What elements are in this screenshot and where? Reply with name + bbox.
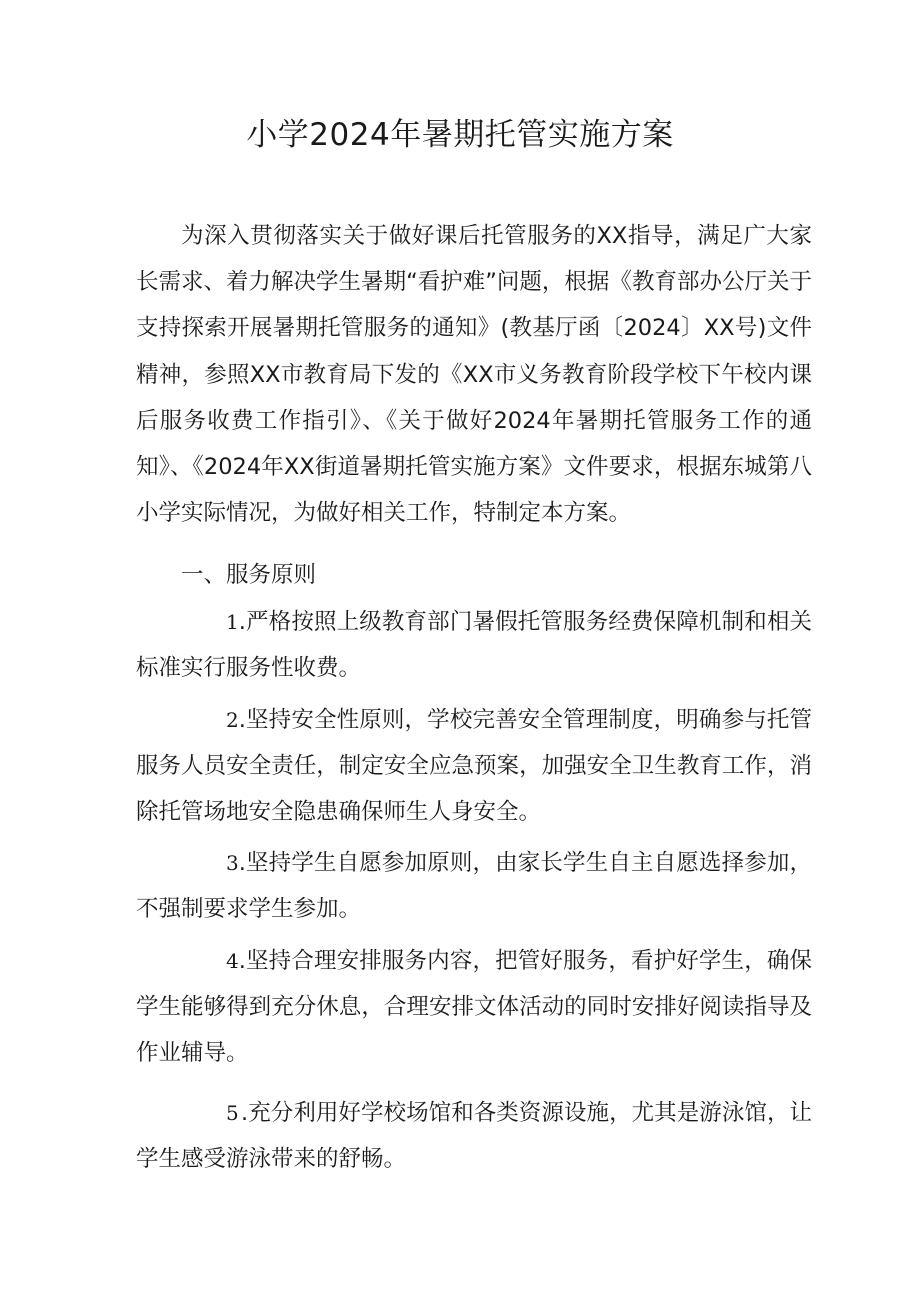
item-number: 5 bbox=[226, 1101, 239, 1125]
intro-paragraph: 为深入贯彻落实关于做好课后托管服务的XX指导，满足广大家长需求、着力解决学生暑期“看护难”问题，根据《教育部办公厅关于支持探索开展暑期托管服务的通知》(教基厅函〔2024〕XX号)文件精神，参照XX市教育局下发的《XX市义务教育阶段学校下午校内课后服务收费工作指引》、《关于做好2024年暑期托管服务工作的通知》、《2024年XX街道暑期托管实施方案》文件要求，根据东城第八小学实际情况，为做好相关工作，特制定本方案。 bbox=[136, 223, 812, 527]
principle-item-5 bbox=[136, 1090, 812, 1182]
item-number: 3 bbox=[226, 851, 239, 875]
principle-item-1 bbox=[136, 599, 812, 691]
item-number: 4 bbox=[226, 949, 239, 973]
item-number: 1 bbox=[226, 610, 239, 634]
item-text: .坚持合理安排服务内容，把管好服务，看护好学生，确保学生能够得到充分休息，合理安排文体活动的同时安排好阅读指导及作业辅导。 bbox=[136, 948, 812, 1067]
item-number: 2 bbox=[226, 708, 239, 732]
principle-item-3 bbox=[136, 840, 812, 932]
item-text: .充分利用好学校场馆和各类资源设施，尤其是游泳馆，让学生感受游泳带来的舒畅。 bbox=[136, 1100, 812, 1173]
section-heading: 一、服务原则 bbox=[181, 562, 317, 588]
principle-item-4 bbox=[136, 938, 812, 1077]
item-text: .坚持学生自愿参加原则，由家长学生自主自愿选择参加，不强制要求学生参加。 bbox=[136, 850, 812, 923]
item-text: .坚持安全性原则，学校完善安全管理制度，明确参与托管服务人员安全责任，制定安全应急预案，加强安全卫生教育工作，消除托管场地安全隐患确保师生人身安全。 bbox=[136, 707, 812, 826]
principle-item-2 bbox=[136, 697, 812, 836]
item-text: .严格按照上级教育部门暑假托管服务经费保障机制和相关标准实行服务性收费。 bbox=[136, 609, 812, 682]
document-title: 小学2024年暑期托管实施方案 bbox=[246, 117, 674, 153]
